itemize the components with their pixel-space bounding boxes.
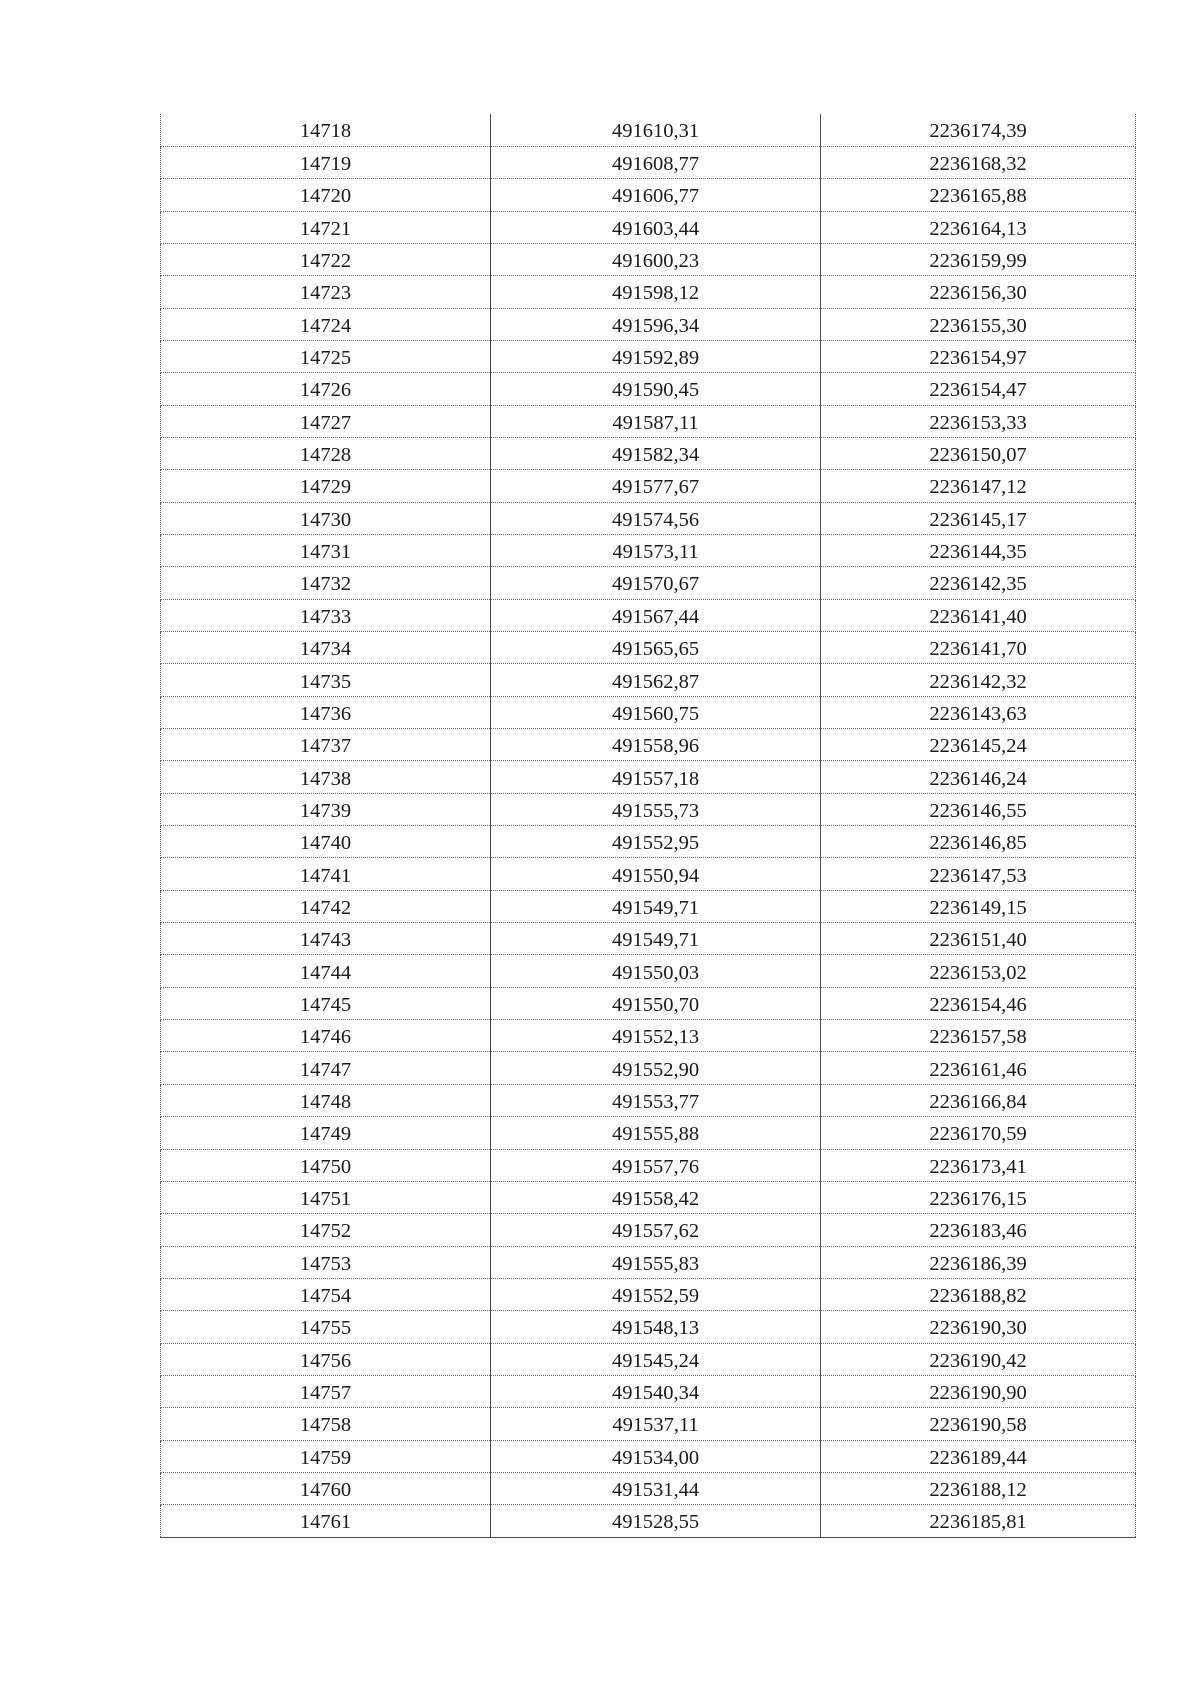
x-coordinate-cell: 491574,56 [491,502,821,534]
point-number-cell: 14761 [161,1505,491,1537]
coordinates-table [160,114,1136,1538]
table-row [161,1214,1136,1246]
point-number-cell: 14756 [161,1343,491,1375]
point-number-cell: 14730 [161,502,491,534]
point-number-cell: 14735 [161,664,491,696]
point-number-cell: 14748 [161,1084,491,1116]
table-row [161,599,1136,631]
x-coordinate-cell: 491573,11 [491,534,821,566]
x-coordinate-cell: 491606,77 [491,179,821,211]
point-number-cell: 14719 [161,146,491,178]
x-coordinate-cell: 491549,71 [491,923,821,955]
point-number-cell: 14757 [161,1375,491,1407]
point-number-cell: 14729 [161,470,491,502]
y-coordinate-cell: 2236188,12 [821,1472,1136,1504]
y-coordinate-cell: 2236156,30 [821,276,1136,308]
x-coordinate-cell: 491552,90 [491,1052,821,1084]
y-coordinate-cell: 2236153,33 [821,405,1136,437]
table-row [161,1408,1136,1440]
x-coordinate-cell: 491555,73 [491,793,821,825]
point-number-cell: 14743 [161,923,491,955]
x-coordinate-cell: 491557,62 [491,1214,821,1246]
point-number-cell: 14740 [161,826,491,858]
x-coordinate-cell: 491540,34 [491,1375,821,1407]
point-number-cell: 14747 [161,1052,491,1084]
table-row [161,243,1136,275]
y-coordinate-cell: 2236157,58 [821,1020,1136,1052]
x-coordinate-cell: 491531,44 [491,1472,821,1504]
x-coordinate-cell: 491610,31 [491,114,821,146]
table-row [161,793,1136,825]
point-number-cell: 14726 [161,373,491,405]
table-row [161,664,1136,696]
point-number-cell: 14732 [161,567,491,599]
y-coordinate-cell: 2236190,42 [821,1343,1136,1375]
x-coordinate-cell: 491565,65 [491,632,821,664]
table-row [161,1343,1136,1375]
table-row [161,567,1136,599]
table-row [161,1505,1136,1537]
x-coordinate-cell: 491587,11 [491,405,821,437]
y-coordinate-cell: 2236174,39 [821,114,1136,146]
point-number-cell: 14759 [161,1440,491,1472]
y-coordinate-cell: 2236161,46 [821,1052,1136,1084]
table-row [161,534,1136,566]
table-row [161,858,1136,890]
table-row [161,1117,1136,1149]
point-number-cell: 14720 [161,179,491,211]
point-number-cell: 14724 [161,308,491,340]
table-row [161,1149,1136,1181]
table-row [161,1181,1136,1213]
point-number-cell: 14742 [161,890,491,922]
point-number-cell: 14746 [161,1020,491,1052]
point-number-cell: 14723 [161,276,491,308]
point-number-cell: 14721 [161,211,491,243]
y-coordinate-cell: 2236190,90 [821,1375,1136,1407]
y-coordinate-cell: 2236149,15 [821,890,1136,922]
y-coordinate-cell: 2236168,32 [821,146,1136,178]
y-coordinate-cell: 2236147,53 [821,858,1136,890]
x-coordinate-cell: 491590,45 [491,373,821,405]
x-coordinate-cell: 491549,71 [491,890,821,922]
table-row [161,826,1136,858]
point-number-cell: 14739 [161,793,491,825]
x-coordinate-cell: 491596,34 [491,308,821,340]
y-coordinate-cell: 2236144,35 [821,534,1136,566]
x-coordinate-cell: 491608,77 [491,146,821,178]
point-number-cell: 14758 [161,1408,491,1440]
table-row [161,179,1136,211]
x-coordinate-cell: 491552,95 [491,826,821,858]
point-number-cell: 14718 [161,114,491,146]
table-row [161,470,1136,502]
point-number-cell: 14741 [161,858,491,890]
y-coordinate-cell: 2236164,13 [821,211,1136,243]
point-number-cell: 14737 [161,729,491,761]
table-row [161,276,1136,308]
table-row [161,437,1136,469]
table-row [161,373,1136,405]
point-number-cell: 14749 [161,1117,491,1149]
y-coordinate-cell: 2236170,59 [821,1117,1136,1149]
x-coordinate-cell: 491550,94 [491,858,821,890]
y-coordinate-cell: 2236186,39 [821,1246,1136,1278]
y-coordinate-cell: 2236188,82 [821,1278,1136,1310]
y-coordinate-cell: 2236150,07 [821,437,1136,469]
y-coordinate-cell: 2236141,40 [821,599,1136,631]
point-number-cell: 14736 [161,696,491,728]
table-row [161,1472,1136,1504]
x-coordinate-cell: 491528,55 [491,1505,821,1537]
table-row [161,761,1136,793]
y-coordinate-cell: 2236153,02 [821,955,1136,987]
y-coordinate-cell: 2236147,12 [821,470,1136,502]
table-row [161,1278,1136,1310]
x-coordinate-cell: 491558,42 [491,1181,821,1213]
point-number-cell: 14760 [161,1472,491,1504]
y-coordinate-cell: 2236146,55 [821,793,1136,825]
point-number-cell: 14751 [161,1181,491,1213]
x-coordinate-cell: 491545,24 [491,1343,821,1375]
x-coordinate-cell: 491552,59 [491,1278,821,1310]
point-number-cell: 14752 [161,1214,491,1246]
point-number-cell: 14722 [161,243,491,275]
x-coordinate-cell: 491570,67 [491,567,821,599]
table-row [161,1246,1136,1278]
x-coordinate-cell: 491560,75 [491,696,821,728]
x-coordinate-cell: 491562,87 [491,664,821,696]
table-row [161,146,1136,178]
x-coordinate-cell: 491600,23 [491,243,821,275]
y-coordinate-cell: 2236166,84 [821,1084,1136,1116]
table-row [161,1440,1136,1472]
table-row [161,1020,1136,1052]
point-number-cell: 14750 [161,1149,491,1181]
y-coordinate-cell: 2236189,44 [821,1440,1136,1472]
table-row [161,114,1136,146]
y-coordinate-cell: 2236155,30 [821,308,1136,340]
x-coordinate-cell: 491557,76 [491,1149,821,1181]
x-coordinate-cell: 491558,96 [491,729,821,761]
y-coordinate-cell: 2236146,24 [821,761,1136,793]
table-row [161,1375,1136,1407]
y-coordinate-cell: 2236145,17 [821,502,1136,534]
y-coordinate-cell: 2236154,97 [821,340,1136,372]
x-coordinate-cell: 491548,13 [491,1311,821,1343]
point-number-cell: 14727 [161,405,491,437]
x-coordinate-cell: 491534,00 [491,1440,821,1472]
y-coordinate-cell: 2236159,99 [821,243,1136,275]
y-coordinate-cell: 2236165,88 [821,179,1136,211]
point-number-cell: 14738 [161,761,491,793]
table-row [161,1311,1136,1343]
x-coordinate-cell: 491577,67 [491,470,821,502]
point-number-cell: 14733 [161,599,491,631]
point-number-cell: 14754 [161,1278,491,1310]
y-coordinate-cell: 2236173,41 [821,1149,1136,1181]
table-row [161,1052,1136,1084]
y-coordinate-cell: 2236176,15 [821,1181,1136,1213]
table-row [161,405,1136,437]
point-number-cell: 14745 [161,987,491,1019]
y-coordinate-cell: 2236145,24 [821,729,1136,761]
table-row [161,211,1136,243]
table-row [161,1084,1136,1116]
point-number-cell: 14734 [161,632,491,664]
y-coordinate-cell: 2236142,32 [821,664,1136,696]
y-coordinate-cell: 2236146,85 [821,826,1136,858]
coordinates-table-body [161,114,1136,1537]
table-row [161,955,1136,987]
table-row [161,729,1136,761]
x-coordinate-cell: 491582,34 [491,437,821,469]
point-number-cell: 14728 [161,437,491,469]
table-row [161,340,1136,372]
point-number-cell: 14755 [161,1311,491,1343]
x-coordinate-cell: 491567,44 [491,599,821,631]
x-coordinate-cell: 491537,11 [491,1408,821,1440]
y-coordinate-cell: 2236151,40 [821,923,1136,955]
x-coordinate-cell: 491592,89 [491,340,821,372]
point-number-cell: 14753 [161,1246,491,1278]
y-coordinate-cell: 2236141,70 [821,632,1136,664]
x-coordinate-cell: 491598,12 [491,276,821,308]
table-row [161,502,1136,534]
x-coordinate-cell: 491555,83 [491,1246,821,1278]
x-coordinate-cell: 491552,13 [491,1020,821,1052]
x-coordinate-cell: 491553,77 [491,1084,821,1116]
y-coordinate-cell: 2236142,35 [821,567,1136,599]
x-coordinate-cell: 491550,03 [491,955,821,987]
y-coordinate-cell: 2236190,58 [821,1408,1136,1440]
table-row [161,696,1136,728]
y-coordinate-cell: 2236154,46 [821,987,1136,1019]
point-number-cell: 14731 [161,534,491,566]
y-coordinate-cell: 2236143,63 [821,696,1136,728]
table-row [161,923,1136,955]
y-coordinate-cell: 2236154,47 [821,373,1136,405]
x-coordinate-cell: 491550,70 [491,987,821,1019]
y-coordinate-cell: 2236185,81 [821,1505,1136,1537]
table-row [161,632,1136,664]
table-row [161,987,1136,1019]
table-row [161,308,1136,340]
table-row [161,890,1136,922]
x-coordinate-cell: 491555,88 [491,1117,821,1149]
x-coordinate-cell: 491603,44 [491,211,821,243]
point-number-cell: 14744 [161,955,491,987]
point-number-cell: 14725 [161,340,491,372]
y-coordinate-cell: 2236183,46 [821,1214,1136,1246]
x-coordinate-cell: 491557,18 [491,761,821,793]
y-coordinate-cell: 2236190,30 [821,1311,1136,1343]
